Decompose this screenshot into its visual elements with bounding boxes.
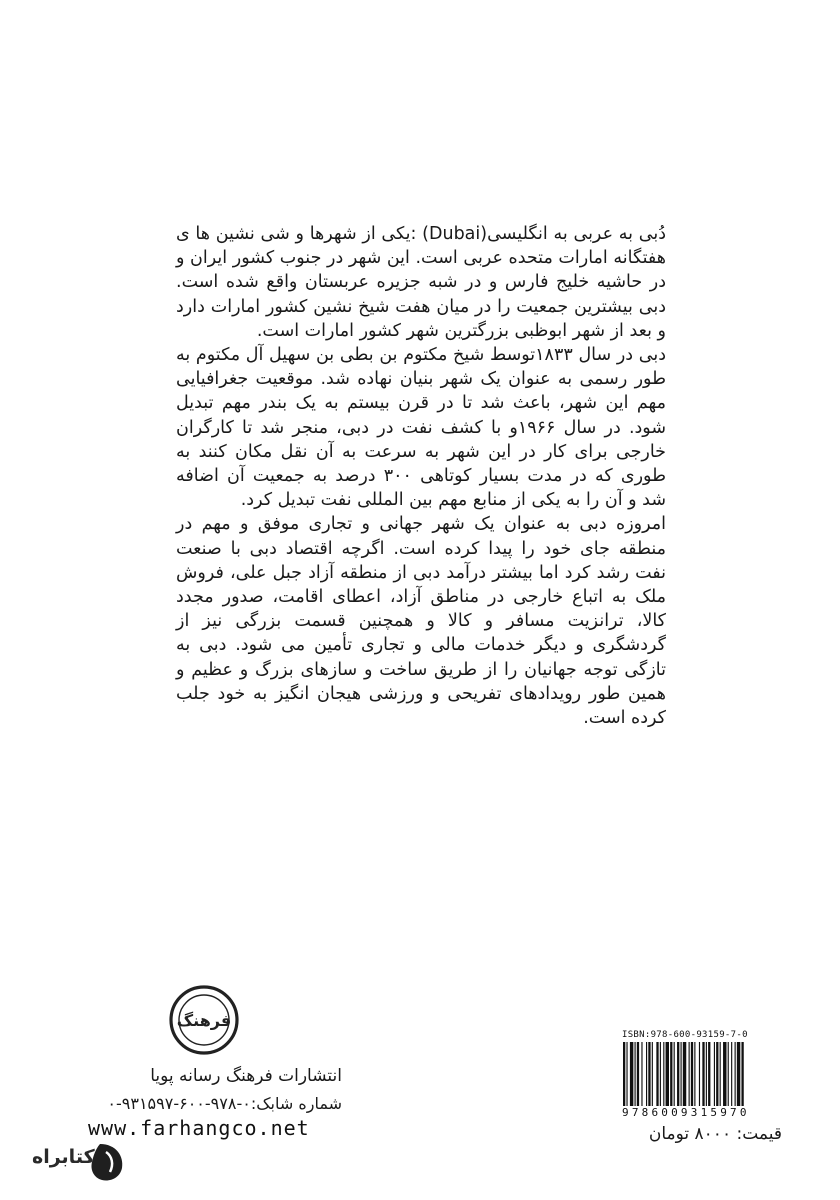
barcode-bar — [714, 1042, 715, 1106]
barcode-bar — [728, 1042, 729, 1106]
isbn-persian: شماره شابک:۰-۹۷۸-۶۰۰-۹۳۱۵۹۷-۰ — [107, 1094, 342, 1113]
barcode-bar — [670, 1042, 672, 1106]
publisher-name: انتشارات فرهنگ رسانه پویا — [150, 1066, 342, 1086]
publisher-website: www.farhangco.net — [88, 1116, 310, 1140]
isbn-barcode-block — [622, 1030, 782, 1119]
ketabrah-wordmark: کتابراه — [32, 1146, 95, 1168]
barcode-bar — [735, 1042, 736, 1106]
barcode-bar — [716, 1042, 718, 1106]
barcode-bar — [656, 1042, 658, 1106]
publisher-logo-text: فرهنگ — [176, 1011, 232, 1030]
barcode-image — [622, 1042, 782, 1108]
barcode-bar — [691, 1042, 693, 1106]
barcode-bar — [663, 1042, 664, 1106]
barcode-bar — [626, 1042, 627, 1106]
barcode-bar — [694, 1042, 695, 1106]
description-paragraph-2: دبی در سال ۱۸۳۳توسط شیخ مکتوم بن بطی بن سهیل آل مکتوم به طور رسمی به عنوان یک شهر بنیان نهاده شد. موقعیت جغرافیایی مهم این شهر، باعث شد تا در قرن بیستم به یک بندر مهم تبدیل شود. در سال ۱۹۶۶و با کشف نفت در دبی، منجر شد تا کارگران خارجی برای کار در این شهر به سرعت به آن نقل مکان کنند به طوری که در مدت بسیار کوتاهی ۳۰۰ درصد به جمعیت آن اضافه شد و آن را به یکی از منابع مهم بین المللی نفت تبدیل کرد. — [176, 345, 667, 511]
barcode-bar — [741, 1042, 743, 1106]
barcode-bar — [699, 1042, 700, 1106]
barcode-bar — [720, 1042, 721, 1106]
barcode-bar — [646, 1042, 647, 1106]
isbn-label: ISBN:978-600-93159-7-0 — [622, 1030, 748, 1040]
barcode-bar — [660, 1042, 661, 1106]
publisher-logo — [168, 984, 240, 1056]
barcode-digits: 9786009315970 — [622, 1106, 750, 1119]
barcode-bar — [731, 1042, 732, 1106]
barcode-bar — [723, 1042, 726, 1106]
barcode-bar — [702, 1042, 704, 1106]
barcode-bar — [677, 1042, 679, 1106]
barcode-bar — [635, 1042, 636, 1106]
barcode-bar — [666, 1042, 669, 1106]
back-cover-description — [176, 222, 666, 730]
barcode-bar — [683, 1042, 686, 1106]
barcode-bar — [708, 1042, 710, 1106]
barcode-bar — [641, 1042, 642, 1106]
description-paragraph-1: دُبی به عربی به انگلیسی(Dubai) :یکی از شهرها و شی نشین ها ی هفتگانه امارات متحده عربی است. این شهر در جنوب کشور ایران و در حاشیه خلیج فارس و در شبه جزیره عربستان واقع شده است. دبی بیشترین جمعیت را در میان هفت شیخ نشین کشور امارات دارد و بعد از شهر ابوظبی بزرگترین شهر کشور امارات است. — [176, 224, 666, 341]
barcode-bar — [689, 1042, 690, 1106]
barcode-bar — [630, 1042, 633, 1106]
barcode-bar — [681, 1042, 682, 1106]
barcode-bar — [648, 1042, 650, 1106]
description-paragraph-3: امروزه دبی به عنوان یک شهر جهانی و تجاری موفق و مهم در منطقه جای خود را پیدا کرده است. اگرچه اقتصاد دبی با صنعت نفت رشد کرد اما بیشتر درآمد دبی از منطقه آزاد جبل علی، فروش ملک به اتباع خارجی در مناطق آزاد، اعطای اقامت، صدور مجدد کالا، ترانزیت مسافر و کالا و همچنین قسمت بزرگی نیز از گردشگری و دیگر خدمات مالی و تجاری تأمین می شود. دبی به تازگی توجه جهانیان را از طریق ساخت و سازهای بزرگ و عظیم و همین طور رویدادهای تفریحی و ورزشی هیجان انگیز به خود جلب کرده است. — [176, 514, 666, 729]
barcode-bar — [623, 1042, 625, 1106]
ketabrah-watermark — [12, 1138, 132, 1182]
barcode-bar — [737, 1042, 740, 1106]
barcode-bar — [674, 1042, 675, 1106]
price-label: قیمت: ۸۰۰۰ تومان — [648, 1124, 782, 1144]
barcode-bar — [652, 1042, 653, 1106]
barcode-bar — [706, 1042, 707, 1106]
barcode-bar — [637, 1042, 639, 1106]
